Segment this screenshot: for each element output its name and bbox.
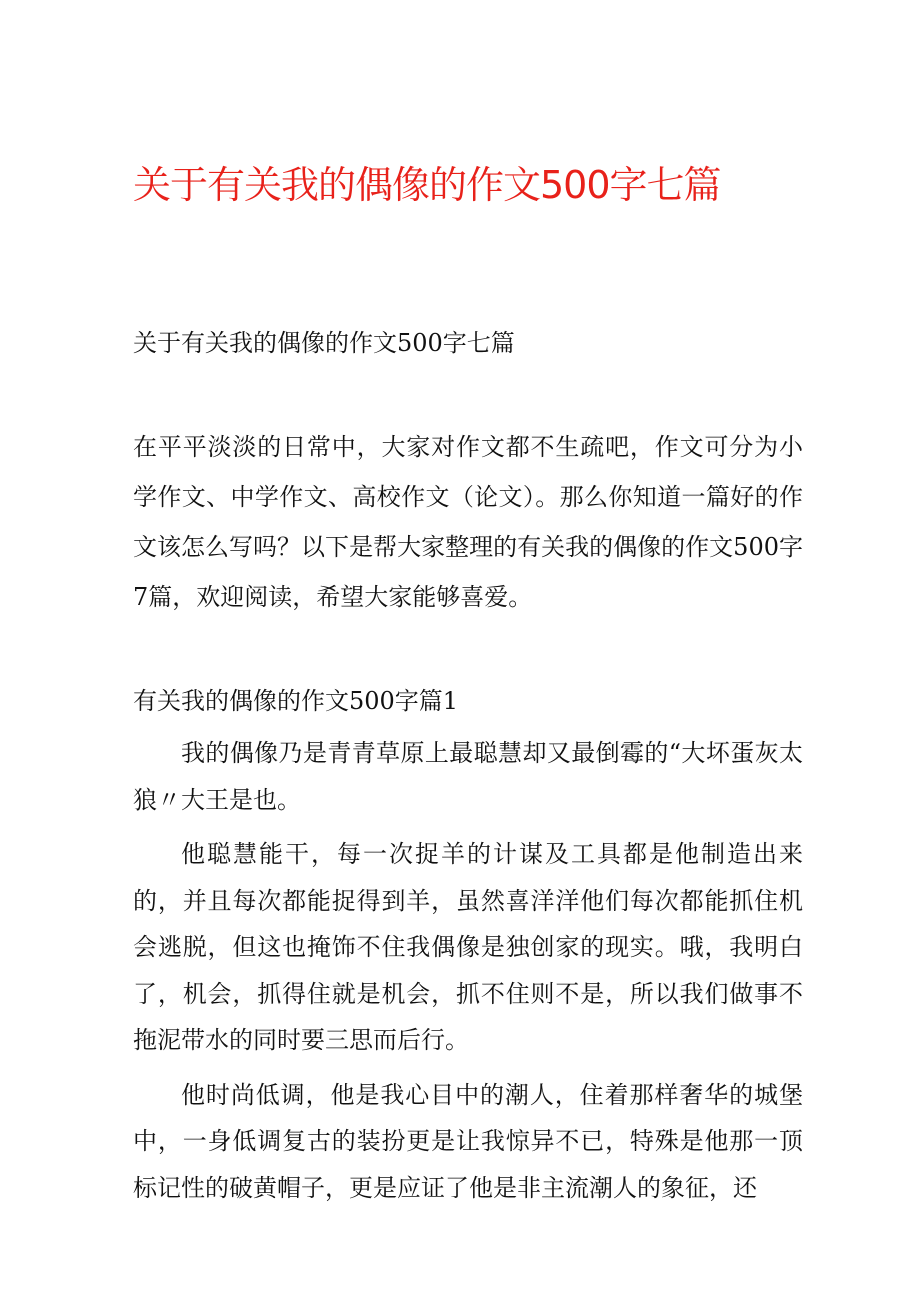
section-heading: 有关我的偶像的作文500字篇1 xyxy=(133,687,459,715)
body-paragraph: 他时尚低调，他是我心目中的潮人，住着那样奢华的城堡中，一身低调复古的装扮更是让我惊异不已，特殊是他那一顶标记性的破黄帽子，更是应证了他是非主流潮人的象征，还 xyxy=(133,1080,803,1202)
document-body xyxy=(133,322,803,1211)
intro-paragraph: 在平平淡淡的日常中，大家对作文都不生疏吧，作文可分为小学作文、中学作文、高校作文（论文）。那么你知道一篇好的作文该怎么写吗？以下是帮大家整理的有关我的偶像的作文500字7篇，欢迎阅读，希望大家能够喜爱。 xyxy=(133,433,803,611)
document-subtitle: 关于有关我的偶像的作文500字七篇 xyxy=(133,329,515,357)
body-paragraph: 我的偶像乃是青青草原上最聪慧却又最倒霉的“大坏蛋灰太狼〃大王是也。 xyxy=(133,739,803,814)
body-paragraph: 他聪慧能干，每一次捉羊的计谋及工具都是他制造出来的，并且每次都能捉得到羊，虽然喜洋洋他们每次都能抓住机会逃脱，但这也掩饰不住我偶像是独创家的现实。哦，我明白了，机会，抓得住就是机会，抓不住则不是，所以我们做事不拖泥带水的同时要三思而后行。 xyxy=(133,840,803,1054)
document-title: 关于有关我的偶像的作文500字七篇 xyxy=(133,163,721,207)
